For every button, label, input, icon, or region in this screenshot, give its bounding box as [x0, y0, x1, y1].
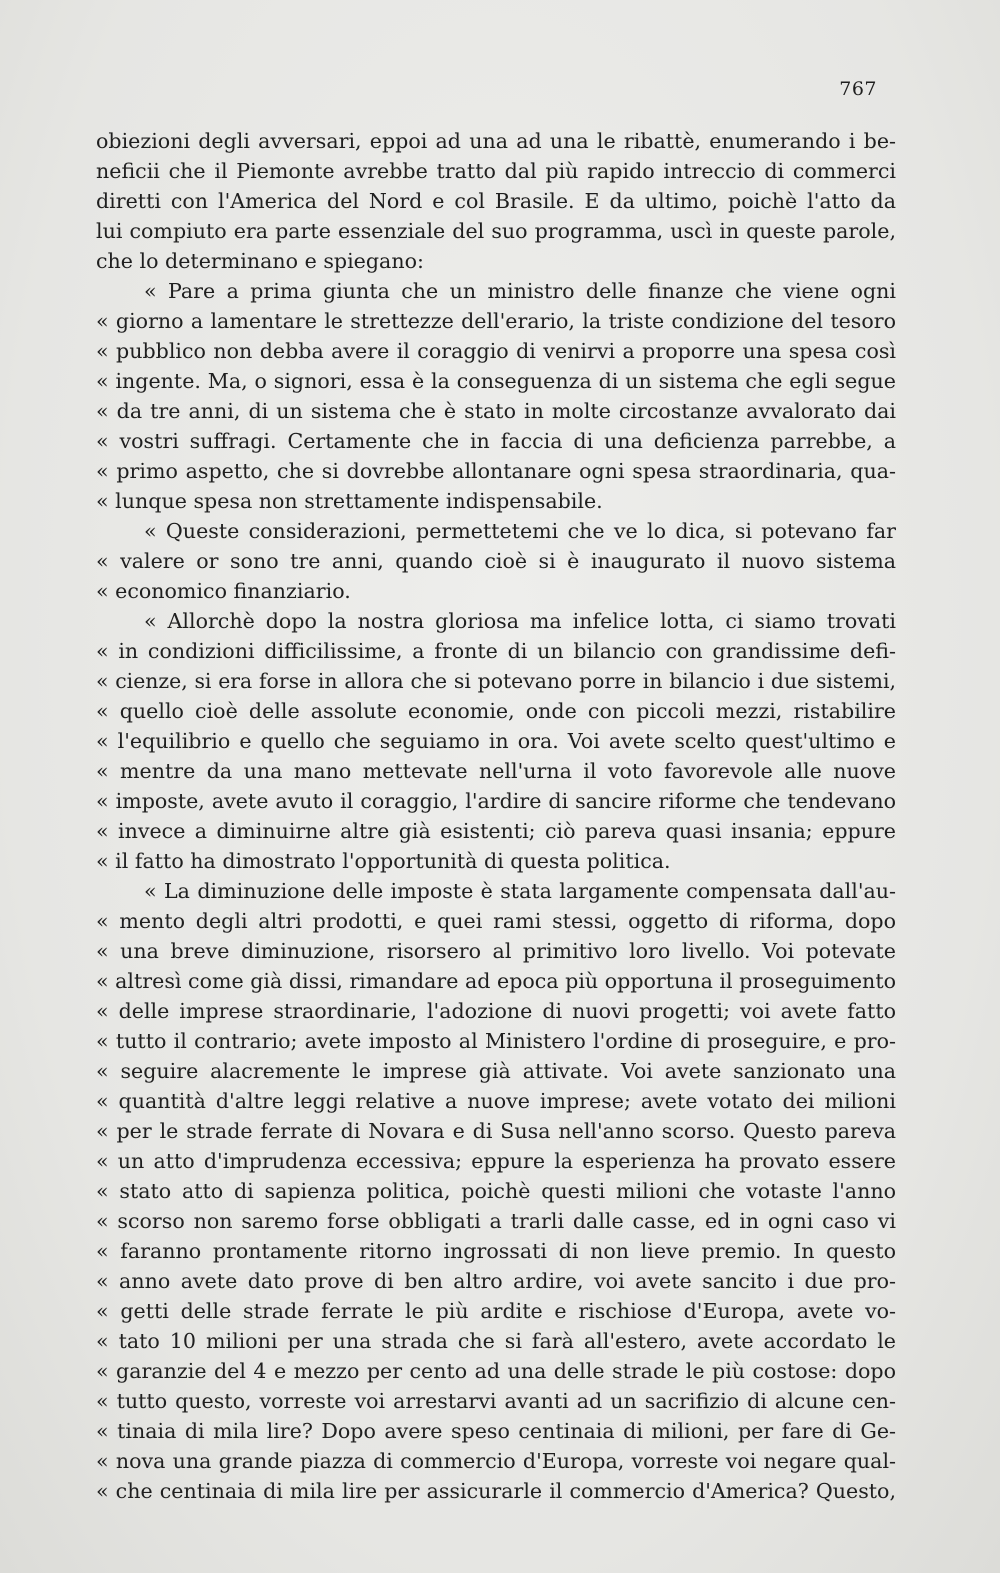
text-line: obiezioni degli avversari, eppoi ad una ad una le ribattè, enumerando i be-	[96, 129, 896, 153]
text-line: « Allorchè dopo la nostra gloriosa ma infelice lotta, ci siamo trovati	[144, 609, 896, 633]
text-line: « tinaia di mila lire? Dopo avere speso centinaia di milioni, per fare di Ge-	[96, 1419, 896, 1443]
text-line: « mentre da una mano mettevate nell'urna il voto favorevole alle nuove	[96, 759, 896, 783]
text-line: « una breve diminuzione, risorsero al primitivo loro livello. Voi potevate	[96, 939, 896, 963]
text-line: « garanzie del 4 e mezzo per cento ad una delle strade le più costose: dopo	[96, 1359, 896, 1383]
text-line: « altresì come già dissi, rimandare ad epoca più opportuna il proseguimento	[96, 969, 896, 993]
text-line: « quantità d'altre leggi relative a nuove imprese; avete votato dei milioni	[96, 1089, 896, 1113]
text-line: « da tre anni, di un sistema che è stato in molte circostanze avvalorato dai	[96, 399, 896, 423]
text-line: « lunque spesa non strettamente indispensabile.	[96, 489, 603, 513]
text-line: « delle imprese straordinarie, l'adozione di nuovi progetti; voi avete fatto	[96, 999, 896, 1023]
text-line: « economico finanziario.	[96, 579, 351, 603]
text-line: « invece a diminuirne altre già esistenti; ciò pareva quasi insania; eppure	[96, 819, 896, 843]
text-line: « giorno a lamentare le strettezze dell'erario, la triste condizione del tesoro	[96, 309, 896, 333]
text-line: « getti delle strade ferrate le più ardite e rischiose d'Europa, avete vo-	[96, 1299, 896, 1323]
text-line: « l'equilibrio e quello che seguiamo in ora. Voi avete scelto quest'ultimo e	[96, 729, 896, 753]
body-text	[96, 126, 896, 1506]
text-line: « imposte, avete avuto il coraggio, l'ardire di sancire riforme che tendevano	[96, 789, 896, 813]
text-line: « ingente. Ma, o signori, essa è la conseguenza di un sistema che egli segue	[96, 369, 896, 393]
text-line: « tato 10 milioni per una strada che si farà all'estero, avete accordato le	[96, 1329, 896, 1353]
text-line: « scorso non saremo forse obbligati a trarli dalle casse, ed in ogni caso vi	[96, 1209, 896, 1233]
text-line: « valere or sono tre anni, quando cioè si è inaugurato il nuovo sistema	[96, 549, 896, 573]
text-line: « che centinaia di mila lire per assicurarle il commercio d'America? Questo,	[96, 1479, 896, 1503]
text-line: diretti con l'America del Nord e col Brasile. E da ultimo, poichè l'atto da	[96, 189, 896, 213]
text-line: « tutto questo, vorreste voi arrestarvi avanti ad un sacrifizio di alcune cen-	[96, 1389, 896, 1413]
page-number: 767	[839, 78, 877, 100]
text-line: neficii che il Piemonte avrebbe tratto dal più rapido intreccio di commerci	[96, 159, 896, 183]
text-line: « in condizioni difficilissime, a fronte di un bilancio con grandissime defi-	[96, 639, 896, 663]
text-line: « quello cioè delle assolute economie, onde con piccoli mezzi, ristabilire	[96, 699, 896, 723]
text-line: « nova una grande piazza di commercio d'Europa, vorreste voi negare qual-	[96, 1449, 896, 1473]
text-line: « anno avete dato prove di ben altro ardire, voi avete sancito i due pro-	[96, 1269, 896, 1293]
text-line: « primo aspetto, che si dovrebbe allontanare ogni spesa straordinaria, qua-	[96, 459, 896, 483]
text-line: « pubblico non debba avere il coraggio di venirvi a proporre una spesa così	[96, 339, 896, 363]
text-line: « cienze, si era forse in allora che si potevano porre in bilancio i due sistemi,	[96, 669, 896, 693]
text-line: « per le strade ferrate di Novara e di Susa nell'anno scorso. Questo pareva	[96, 1119, 896, 1143]
text-line: « Queste considerazioni, permettetemi che ve lo dica, si potevano far	[144, 519, 896, 543]
text-line: « mento degli altri prodotti, e quei rami stessi, oggetto di riforma, dopo	[96, 909, 896, 933]
text-line: « Pare a prima giunta che un ministro delle finanze che viene ogni	[144, 279, 896, 303]
text-line: « tutto il contrario; avete imposto al Ministero l'ordine di proseguire, e pro-	[96, 1029, 896, 1053]
text-line: « un atto d'imprudenza eccessiva; eppure la esperienza ha provato essere	[96, 1149, 896, 1173]
text-line: « vostri suffragi. Certamente che in faccia di una deficienza parrebbe, a	[96, 429, 896, 453]
text-line: « faranno prontamente ritorno ingrossati di non lieve premio. In questo	[96, 1239, 896, 1263]
text-line: « stato atto di sapienza politica, poichè questi milioni che votaste l'anno	[96, 1179, 896, 1203]
text-line: che lo determinano e spiegano:	[96, 249, 424, 273]
text-line: « seguire alacremente le imprese già attivate. Voi avete sanzionato una	[96, 1059, 896, 1083]
text-line: lui compiuto era parte essenziale del suo programma, uscì in queste parole,	[96, 219, 896, 243]
text-line: « La diminuzione delle imposte è stata largamente compensata dall'au-	[144, 879, 896, 903]
text-line: « il fatto ha dimostrato l'opportunità di questa politica.	[96, 849, 671, 873]
